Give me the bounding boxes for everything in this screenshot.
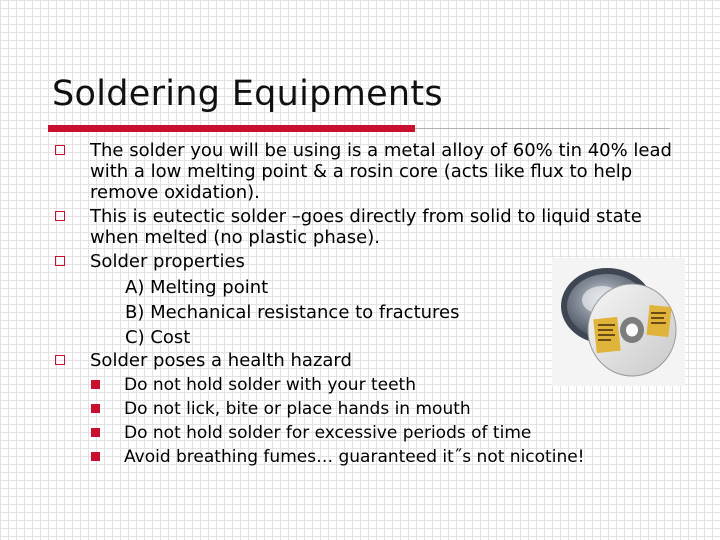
hazard-text: Avoid breathing fumes… guaranteed it˝s not nicotine! <box>124 447 585 467</box>
hazard-text: Do not hold solder for excessive periods of time <box>124 423 532 443</box>
property-item: A) Melting point <box>125 277 269 298</box>
filled-square-bullet-icon <box>91 428 100 437</box>
solder-spool-image <box>552 258 685 386</box>
hazard-text: Do not lick, bite or place hands in mouth <box>124 399 471 419</box>
solder-spool-icon <box>552 258 685 386</box>
hazard-item <box>124 397 720 421</box>
bullet-eutectic <box>90 206 680 248</box>
title-underline-red <box>48 125 415 132</box>
hazard-item <box>124 445 720 469</box>
bullet-text: Solder properties <box>90 251 245 272</box>
slide-title: Soldering Equipments <box>52 74 443 114</box>
property-item: C) Cost <box>125 327 191 348</box>
hollow-square-bullet-icon <box>55 256 65 266</box>
bullet-text: This is eutectic solder –goes directly from solid to liquid state when melted (no plastic phase). <box>90 206 642 248</box>
hollow-square-bullet-icon <box>55 145 65 155</box>
hazard-item <box>124 421 720 445</box>
filled-square-bullet-icon <box>91 452 100 461</box>
hollow-square-bullet-icon <box>55 211 65 221</box>
bullet-text: Solder poses a health hazard <box>90 350 352 371</box>
property-item: B) Mechanical resistance to fractures <box>125 302 460 323</box>
title-underline-gray <box>415 128 670 129</box>
bullet-text: The solder you will be using is a metal alloy of 60% tin 40% lead with a low melting point & a rosin core (acts like flux to help remove oxidation). <box>90 140 672 203</box>
bullet-solder-alloy <box>90 140 680 203</box>
filled-square-bullet-icon <box>91 380 100 389</box>
filled-square-bullet-icon <box>91 404 100 413</box>
hollow-square-bullet-icon <box>55 355 65 365</box>
hazard-text: Do not hold solder with your teeth <box>124 375 416 395</box>
